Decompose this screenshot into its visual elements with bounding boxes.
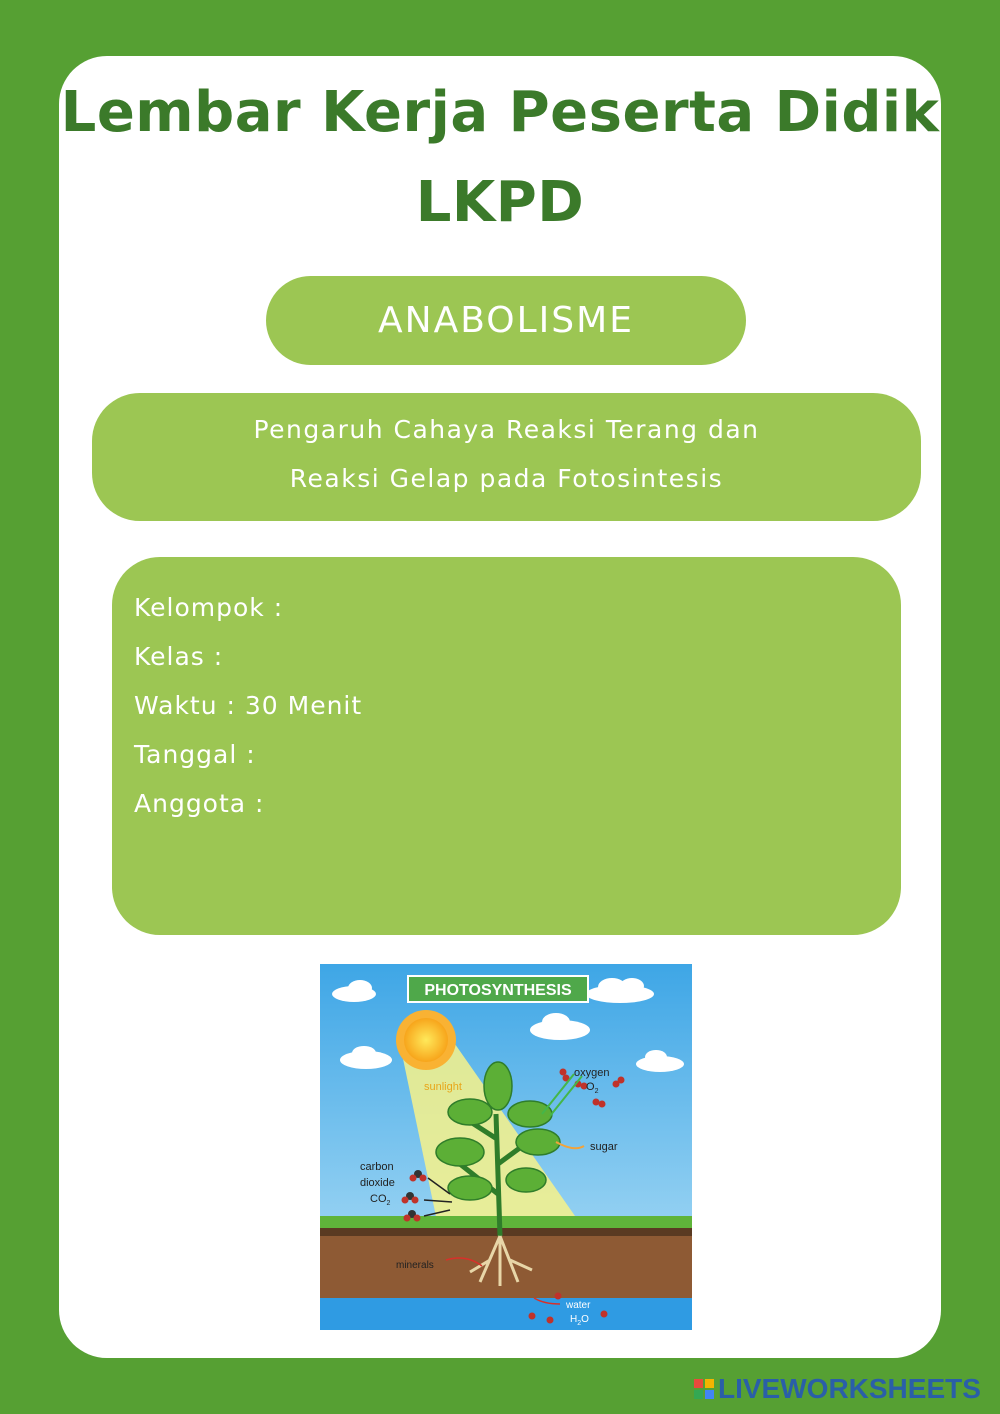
h2o-formula: $H_2O$: [570, 1314, 589, 1327]
photosynthesis-diagram: [320, 964, 692, 1330]
water-label: water: [566, 1300, 591, 1311]
liveworksheets-brand: [694, 1374, 981, 1404]
oxygen-label: oxygen: [574, 1067, 610, 1079]
student-info-box: [112, 557, 901, 935]
page-title: Lembar Kerja Peserta Didik: [60, 80, 940, 145]
page-title-abbreviation: LKPD: [415, 170, 585, 235]
grass: [320, 1216, 692, 1228]
time-field: Waktu : 30 Menit: [134, 691, 363, 720]
carbon-label: carbon: [360, 1161, 394, 1173]
sun-icon: [396, 1010, 456, 1070]
class-field: Kelas :: [134, 642, 224, 671]
brand-label: LIVEWORKSHEETS: [718, 1373, 981, 1404]
liveworksheets-logo-icon: [694, 1379, 714, 1399]
sugar-label: sugar: [590, 1141, 618, 1153]
groundwater: [320, 1298, 692, 1330]
subtitle-line-2: Reaksi Gelap pada Fotosintesis: [289, 464, 724, 493]
subtitle-line-1: Pengaruh Cahaya Reaksi Terang dan: [253, 415, 760, 444]
soil: [320, 1226, 692, 1298]
date-field: Tanggal :: [134, 740, 256, 769]
banner-label: PHOTOSYNTHESIS: [424, 982, 572, 999]
topic-badge: ANABOLISME: [266, 276, 746, 365]
co2-formula: $CO_2$: [370, 1193, 391, 1207]
oxygen-formula: $O_2$: [586, 1081, 599, 1095]
sunlight-label: sunlight: [424, 1081, 462, 1093]
group-field: Kelompok :: [134, 593, 284, 622]
subtitle-box: [92, 393, 921, 521]
dioxide-label: dioxide: [360, 1177, 395, 1189]
minerals-label: minerals: [396, 1260, 434, 1271]
members-field: Anggota :: [134, 789, 265, 818]
